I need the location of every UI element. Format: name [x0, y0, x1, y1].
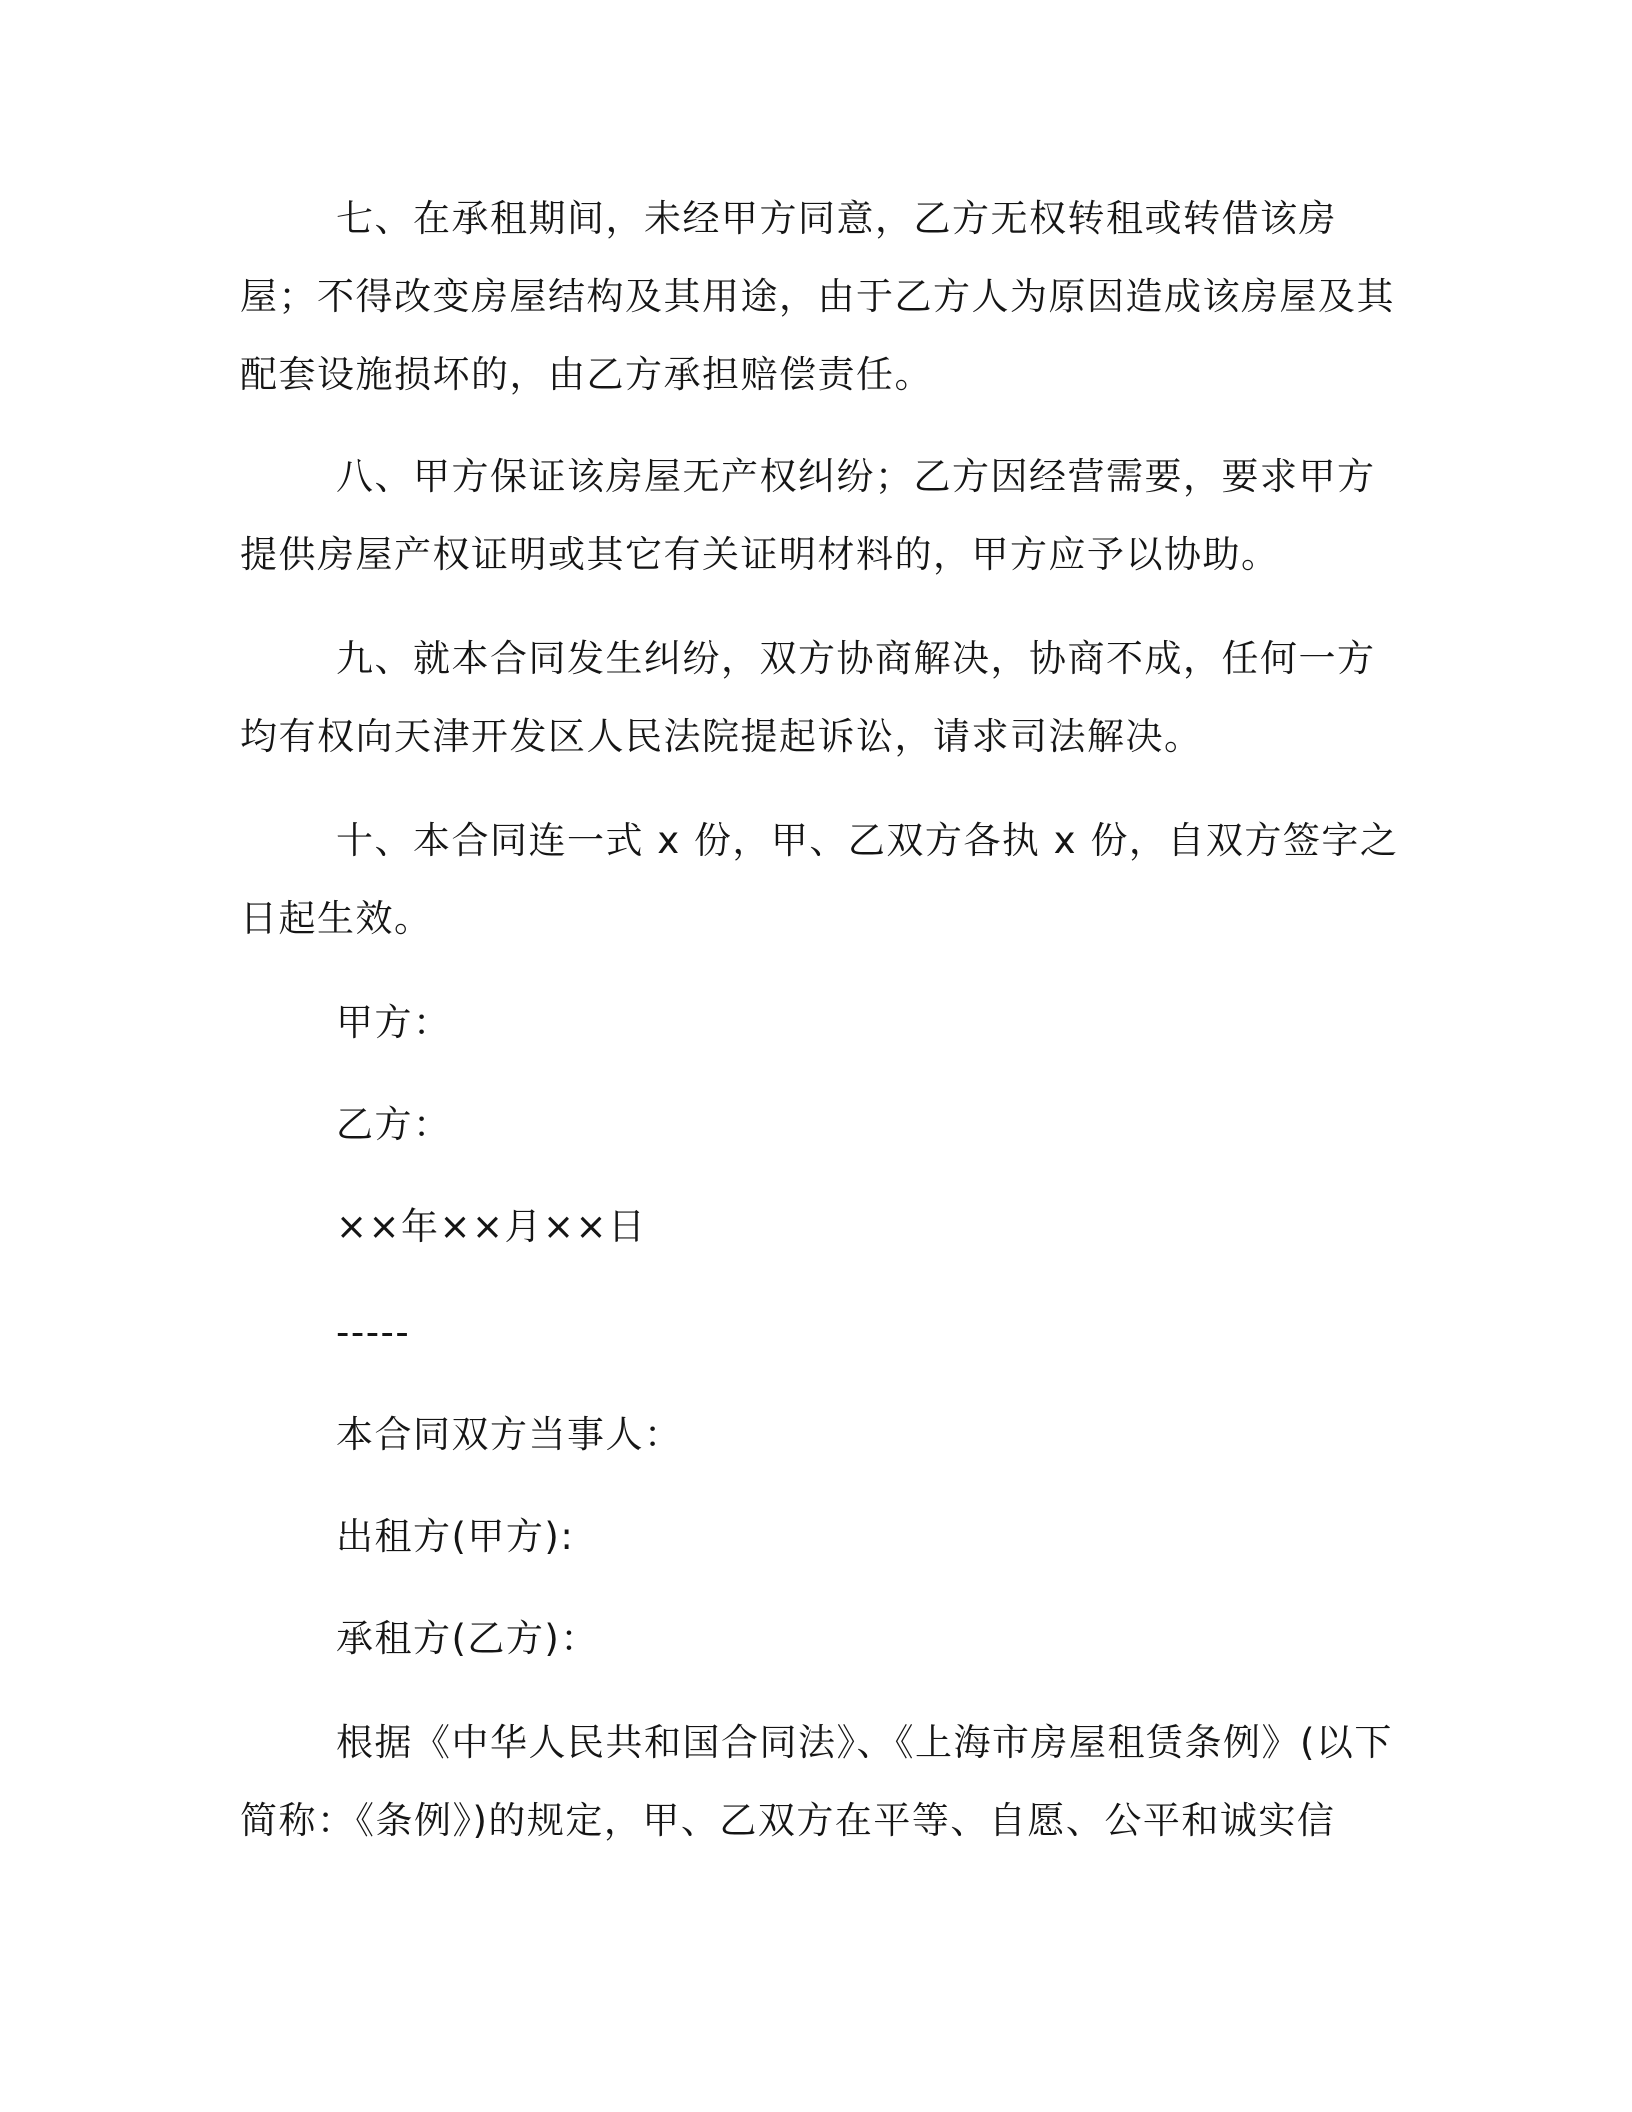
section-separator: -----	[336, 1311, 411, 1354]
signature-date: ××年××月××日	[336, 1205, 647, 1248]
party-a-signature: 甲方：	[336, 1001, 452, 1044]
party-b-signature: 乙方：	[336, 1103, 452, 1146]
contract-parties-heading: 本合同双方当事人：	[336, 1413, 683, 1456]
clause-seven: 七、在承租期间，未经甲方同意，乙方无权转租或转借该房屋；不得改变房屋结构及其用途，由于乙方人为原因造成该房屋及其配套设施损坏的，由乙方承担赔偿责任。	[240, 197, 1395, 396]
lessee-party: 承租方(乙方)：	[336, 1617, 599, 1660]
clause-nine: 九、就本合同发生纠纷，双方协商解决，协商不成，任何一方均有权向天津开发区人民法院提起诉讼，请求司法解决。	[240, 637, 1376, 758]
lessor-party: 出租方(甲方):	[336, 1515, 575, 1558]
clause-eight: 八、甲方保证该房屋无产权纠纷；乙方因经营需要，要求甲方提供房屋产权证明或其它有关证明材料的，甲方应予以协助。	[240, 455, 1376, 576]
contract-basis-paragraph: 根据《中华人民共和国合同法》、《上海市房屋租赁条例》(以下简称：《条例》)的规定，甲、乙双方在平等、自愿、公平和诚实信	[240, 1721, 1393, 1842]
clause-ten: 十、本合同连一式 x 份，甲、乙双方各执 x 份，自双方签字之日起生效。	[240, 819, 1399, 940]
